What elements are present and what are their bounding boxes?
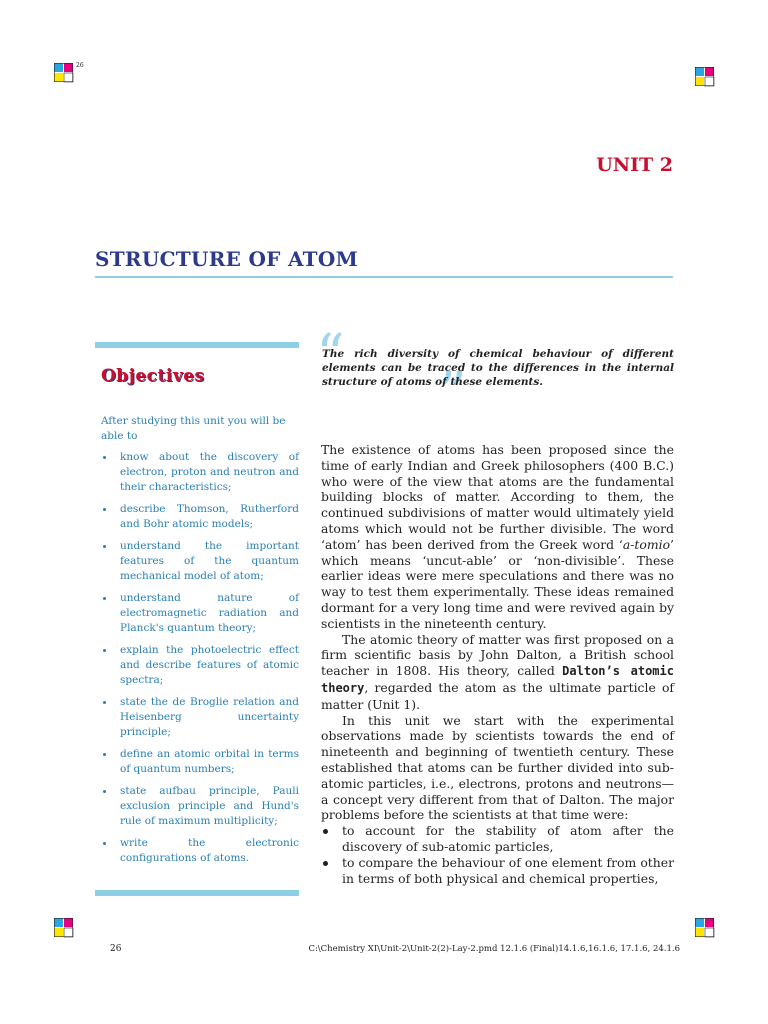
epigraph-quote: The rich diversity of chemical behaviour of different elements can be traced to the differences in the internal structure of atoms of these elements.: [322, 348, 674, 388]
objective-item: understand nature of electromagnetic radiation and Planck's quantum theory;: [95, 591, 299, 636]
objective-item: state aufbau principle, Pauli exclusion principle and Hund's rule of maximum multiplicity;: [95, 784, 299, 829]
objective-item: define an atomic orbital in terms of quantum numbers;: [95, 747, 299, 777]
list-item: to account for the stability of atom after the discovery of sub-atomic particles,: [321, 823, 674, 855]
objective-item: describe Thomson, Rutherford and Bohr atomic models;: [95, 502, 299, 532]
file-path-slug: C:\Chemistry XI\Unit-2\Unit-2(2)-Lay-2.pmd 12.1.6 (Final)14.1.6,16.1.6, 17.1.6, 24.1.6: [308, 944, 680, 954]
title-divider: [95, 276, 673, 278]
objective-item: write the electronic configurations of atoms.: [95, 836, 299, 866]
list-item: to compare the behaviour of one element from other in terms of both physical and chemical properties,: [321, 855, 674, 887]
objective-item: understand the important features of the quantum mechanical model of atom;: [95, 539, 299, 584]
objective-item: know about the discovery of electron, proton and neutron and their characteristics;: [95, 450, 299, 495]
body-paragraph: The existence of atoms has been proposed since the time of early Indian and Greek philosophers (400 B.C.) who were of the view that atoms are the fundamental building blocks of matter. According to them, the continued subdivisions of matter would ultimately yield atoms which would not be further divisible. The word ‘atom’ has been derived from the Greek word ‘a-tomio’ which means ‘uncut-able’ or ‘non-divisible’. These earlier ideas were mere speculations and there was no way to test them experimentally. These ideas remained dormant for a very long time and were revived again by scientists in the nineteenth century.: [321, 442, 674, 631]
key-term: Dalton’s atomic theory: [321, 664, 674, 695]
close-quote-icon: ”: [438, 361, 467, 426]
objectives-panel: [95, 342, 299, 873]
body-paragraph: In this unit we start with the experimental observations made by scientists towards the end of nineteenth and beginning of twentieth century. These established that atoms can be further divided into sub-atomic particles, i.e., electrons, protons and neutrons— a concept very different from that of Dalton. The major problems before the scientists at that time were:: [321, 712, 674, 823]
page-number-top: 26: [76, 62, 84, 69]
problems-list: [321, 823, 674, 886]
registration-mark-icon: [54, 918, 76, 940]
page-number: 26: [110, 944, 122, 954]
chapter-title: STRUCTURE OF ATOM: [95, 247, 359, 271]
objective-item: explain the photoelectric effect and describe features of atomic spectra;: [95, 643, 299, 688]
objectives-top-bar: [95, 342, 299, 348]
registration-mark-icon: [695, 67, 717, 89]
unit-label: UNIT 2: [596, 154, 673, 176]
registration-mark-icon: [54, 63, 76, 85]
objectives-bottom-bar: [95, 890, 299, 896]
objectives-heading: Objectives: [101, 366, 205, 386]
registration-mark-icon: [695, 918, 717, 940]
open-quote-icon: “: [316, 323, 345, 388]
objectives-intro: After studying this unit you will be able to: [101, 415, 286, 442]
objective-item: state the de Broglie relation and Heisenberg uncertainty principle;: [95, 695, 299, 740]
objectives-list: [95, 450, 299, 866]
body-text: [321, 442, 674, 886]
body-paragraph: The atomic theory of matter was first proposed on a firm scientific basis by John Dalton, a British school teacher in 1808. His theory, called Dalton’s atomic theory, regarded the atom as the ultimate particle of matter (Unit 1).: [321, 631, 674, 712]
